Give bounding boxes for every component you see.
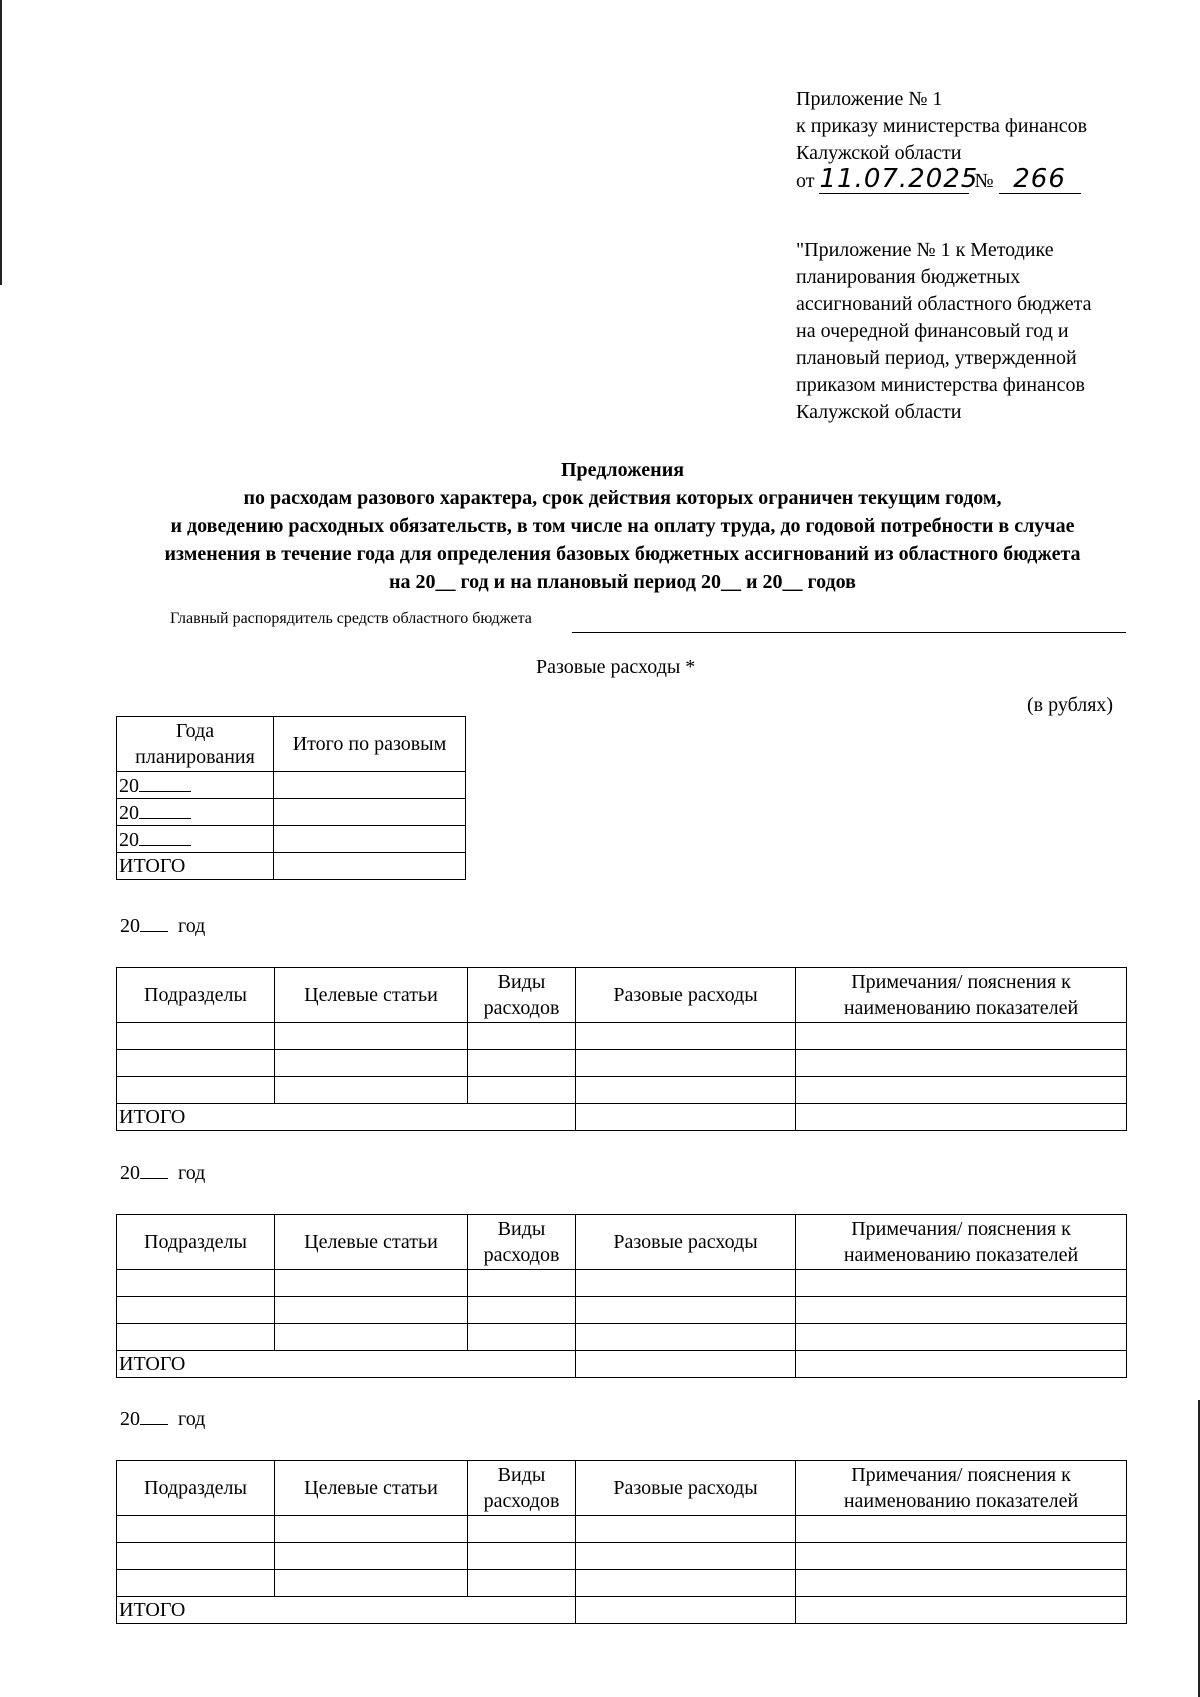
cell[interactable] (117, 1050, 275, 1077)
col-notes: Примечания/ пояснения к наименованию показателей (796, 1215, 1127, 1270)
date-prefix: от (796, 170, 815, 192)
order-date-handwritten: 11.07.2025 (819, 164, 979, 194)
cell[interactable] (275, 1324, 468, 1351)
cell[interactable] (576, 1324, 796, 1351)
table-row (117, 1324, 1127, 1351)
cell[interactable] (796, 1351, 1127, 1378)
year-detail-table (116, 967, 1127, 1131)
year-cell[interactable]: 20 (117, 826, 274, 853)
cell[interactable] (796, 1270, 1127, 1297)
year-detail-table (116, 1460, 1127, 1624)
cell[interactable] (796, 1597, 1127, 1624)
col-target-items: Целевые статьи (275, 1215, 468, 1270)
cell[interactable] (275, 1023, 468, 1050)
year-caption: 20 год (120, 1162, 206, 1184)
cell[interactable] (468, 1516, 576, 1543)
cell[interactable] (117, 1324, 275, 1351)
total-row (117, 853, 466, 880)
col-subsections: Подразделы (117, 968, 275, 1023)
table-row (117, 772, 466, 799)
table-row (117, 1516, 1127, 1543)
cell[interactable] (275, 1543, 468, 1570)
order-date-number (796, 164, 1087, 195)
cell[interactable] (576, 1270, 796, 1297)
cell[interactable] (796, 1023, 1127, 1050)
cell[interactable] (576, 1050, 796, 1077)
table-row (117, 1297, 1127, 1324)
year-cell[interactable]: 20 (117, 799, 274, 826)
year-detail-table (116, 1214, 1127, 1378)
cell[interactable] (117, 1516, 275, 1543)
cell[interactable] (576, 1597, 796, 1624)
appendix-line: Приложение № 1 (796, 88, 943, 110)
methodology-line: на очередной финансовый год и (796, 320, 1069, 342)
col-one-time-expenses: Разовые расходы (576, 1461, 796, 1516)
units-label: (в рублях) (1027, 694, 1114, 716)
total-label: ИТОГО (117, 853, 274, 880)
cell[interactable] (468, 1270, 576, 1297)
year-cell[interactable]: 20 (117, 772, 274, 799)
col-expense-types: Виды расходов (468, 968, 576, 1023)
cell[interactable] (117, 1570, 275, 1597)
cell[interactable] (117, 1270, 275, 1297)
cell[interactable] (275, 1270, 468, 1297)
col-planning-years: Года планирования (117, 717, 274, 772)
cell[interactable] (796, 1104, 1127, 1131)
cell[interactable] (468, 1570, 576, 1597)
year-caption: 20 год (120, 1408, 206, 1430)
cell[interactable] (576, 1297, 796, 1324)
cell[interactable] (796, 1516, 1127, 1543)
table-row (117, 1050, 1127, 1077)
cell[interactable] (576, 1077, 796, 1104)
cell[interactable] (117, 1077, 275, 1104)
cell[interactable] (576, 1543, 796, 1570)
table-row (117, 1077, 1127, 1104)
table-row (117, 1570, 1127, 1597)
table-header-row (117, 717, 466, 772)
cell[interactable] (796, 1543, 1127, 1570)
value-cell[interactable] (274, 853, 466, 880)
table-row (117, 1023, 1127, 1050)
cell[interactable] (117, 1023, 275, 1050)
col-notes: Примечания/ пояснения к наименованию показателей (796, 968, 1127, 1023)
methodology-line: ассигнований областного бюджета (796, 293, 1092, 315)
methodology-line: "Приложение № 1 к Методике (796, 239, 1054, 261)
col-expense-types: Виды расходов (468, 1215, 576, 1270)
document-heading (100, 456, 1145, 596)
heading-line: на 20__ год и на плановый период 20__ и 20__ годов (389, 571, 856, 593)
methodology-line: планирования бюджетных (796, 266, 1021, 288)
cell[interactable] (117, 1543, 275, 1570)
total-row (117, 1351, 1127, 1378)
cell[interactable] (796, 1297, 1127, 1324)
methodology-line: плановый период, утвержденной (796, 347, 1077, 369)
cell[interactable] (275, 1570, 468, 1597)
total-label: ИТОГО (117, 1104, 576, 1131)
cell[interactable] (275, 1516, 468, 1543)
cell[interactable] (468, 1543, 576, 1570)
main-disposer-field[interactable] (572, 632, 1126, 633)
table-row (117, 1543, 1127, 1570)
cell[interactable] (468, 1324, 576, 1351)
methodology-reference (796, 237, 1092, 426)
total-label: ИТОГО (117, 1597, 576, 1624)
table-header-row (117, 1461, 1127, 1516)
total-label: ИТОГО (117, 1351, 576, 1378)
col-expense-types: Виды расходов (468, 1461, 576, 1516)
section-caption: Разовые расходы * (536, 656, 696, 678)
col-target-items: Целевые статьи (275, 968, 468, 1023)
col-total-one-time: Итого по разовым (274, 717, 466, 772)
appendix-header (796, 86, 1087, 195)
table-row (117, 826, 466, 853)
appendix-line: к приказу министерства финансов (796, 115, 1088, 137)
cell[interactable] (468, 1050, 576, 1077)
scan-edge (0, 0, 2, 285)
value-cell[interactable] (274, 826, 466, 853)
cell[interactable] (796, 1050, 1127, 1077)
col-subsections: Подразделы (117, 1215, 275, 1270)
table-header-row (117, 968, 1127, 1023)
cell[interactable] (576, 1516, 796, 1543)
col-subsections: Подразделы (117, 1461, 275, 1516)
cell[interactable] (576, 1570, 796, 1597)
appendix-line: Калужской области (796, 142, 962, 164)
cell[interactable] (275, 1077, 468, 1104)
table-header-row (117, 1215, 1127, 1270)
value-cell[interactable] (274, 799, 466, 826)
cell[interactable] (576, 1104, 796, 1131)
cell[interactable] (468, 1023, 576, 1050)
number-prefix: № (974, 170, 994, 192)
col-one-time-expenses: Разовые расходы (576, 968, 796, 1023)
table-row (117, 799, 466, 826)
cell[interactable] (796, 1570, 1127, 1597)
cell[interactable] (468, 1077, 576, 1104)
col-one-time-expenses: Разовые расходы (576, 1215, 796, 1270)
col-notes: Примечания/ пояснения к наименованию показателей (796, 1461, 1127, 1516)
total-row (117, 1597, 1127, 1624)
cell[interactable] (796, 1324, 1127, 1351)
order-number-handwritten: 266 (1013, 164, 1066, 194)
methodology-line: Калужской области (796, 401, 962, 423)
methodology-line: приказом министерства финансов (796, 374, 1085, 396)
summary-table (116, 716, 466, 880)
document-title: Предложения (560, 459, 685, 481)
cell[interactable] (576, 1351, 796, 1378)
cell[interactable] (576, 1023, 796, 1050)
year-caption: 20 год (120, 915, 206, 937)
total-row (117, 1104, 1127, 1131)
cell[interactable] (275, 1297, 468, 1324)
value-cell[interactable] (274, 772, 466, 799)
cell[interactable] (117, 1297, 275, 1324)
heading-line: по расходам разового характера, срок действия которых ограничен текущим годом, (243, 487, 1002, 509)
heading-line: и доведению расходных обязательств, в том числе на оплату труда, до годовой потребности в случае (170, 515, 1075, 537)
col-target-items: Целевые статьи (275, 1461, 468, 1516)
cell[interactable] (796, 1077, 1127, 1104)
cell[interactable] (468, 1297, 576, 1324)
heading-line: изменения в течение года для определения базовых бюджетных ассигнований из областного бюджета (164, 543, 1081, 565)
cell[interactable] (275, 1050, 468, 1077)
main-disposer-label: Главный распорядитель средств областного бюджета (170, 610, 532, 627)
table-row (117, 1270, 1127, 1297)
